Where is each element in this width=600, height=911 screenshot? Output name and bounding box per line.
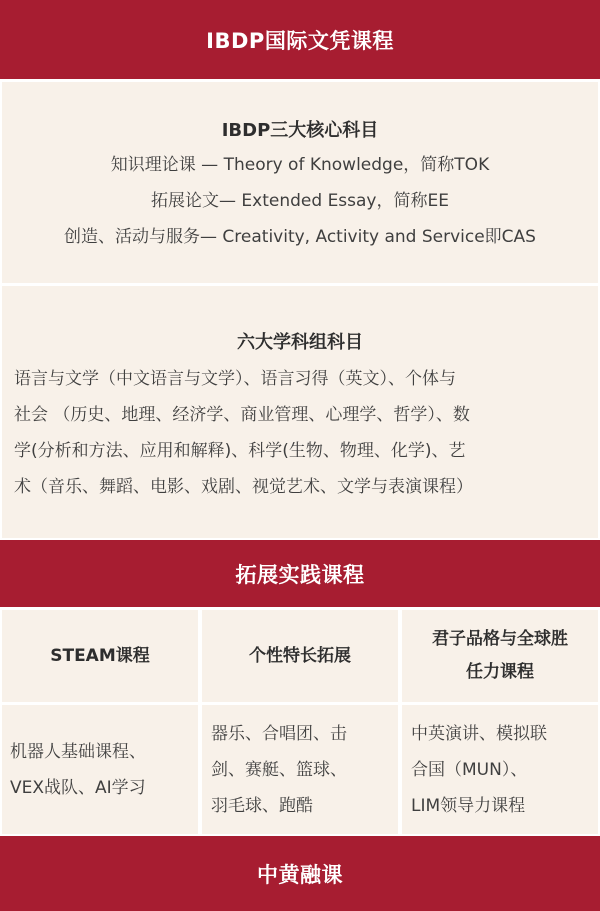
- core-line-cas: 创造、活动与服务— Creativity, Activity and Service即CAS: [64, 227, 536, 247]
- groups-heading: 六大学科组科目: [237, 332, 363, 353]
- table-cell-character: [402, 705, 598, 834]
- groups-line-3: 学(分析和方法、应用和解释)、科学(生物、物理、化学)、艺: [14, 441, 466, 461]
- character-header-label-2: 任力课程: [466, 662, 534, 682]
- core-subjects-panel: [2, 82, 598, 283]
- steam-body-line-1: 机器人基础课程、: [10, 741, 146, 762]
- talent-header-label: 个性特长拓展: [249, 645, 351, 666]
- steam-body-line-2: VEX战队、AI学习: [10, 777, 146, 798]
- character-body-line-2: 合国（MUN）、: [411, 759, 528, 780]
- talent-body-line-2: 剑、赛艇、篮球、: [211, 759, 347, 780]
- groups-line-1: 语言与文学（中文语言与文学）、语言习得（英文）、个体与: [14, 369, 456, 389]
- steam-header-label: STEAM课程: [50, 645, 150, 666]
- table-header-character: [402, 610, 598, 702]
- talent-body-line-3: 羽毛球、跑酷: [211, 795, 313, 816]
- subject-groups-panel: [2, 286, 598, 538]
- table-cell-steam: [2, 705, 198, 834]
- header-banner: [0, 0, 600, 79]
- core-heading: IBDP三大核心科目: [221, 120, 379, 141]
- talent-body-line-1: 器乐、合唱团、击: [211, 723, 347, 744]
- header-title: IBDP国际文凭课程: [206, 28, 394, 53]
- footer-title: 中黄融课: [257, 862, 343, 887]
- table-cell-talent: [202, 705, 398, 834]
- table-header-steam: [2, 610, 198, 702]
- groups-line-2: 社会 （历史、地理、经济学、商业管理、心理学、哲学）、数: [14, 405, 470, 425]
- footer-banner: [0, 836, 600, 911]
- groups-line-4: 术（音乐、舞蹈、电影、戏剧、视觉艺术、文学与表演课程）: [14, 477, 473, 497]
- core-line-tok: 知识理论课 — Theory of Knowledge，简称TOK: [110, 155, 490, 175]
- character-body-line-3: LIM领导力课程: [411, 795, 526, 816]
- practice-banner: [0, 540, 600, 607]
- core-line-ee: 拓展论文— Extended Essay，简称EE: [151, 191, 449, 211]
- character-body-line-1: 中英演讲、模拟联: [411, 723, 547, 744]
- table-header-talent: [202, 610, 398, 702]
- character-header-label-1: 君子品格与全球胜: [432, 629, 568, 649]
- practice-title: 拓展实践课程: [235, 562, 365, 587]
